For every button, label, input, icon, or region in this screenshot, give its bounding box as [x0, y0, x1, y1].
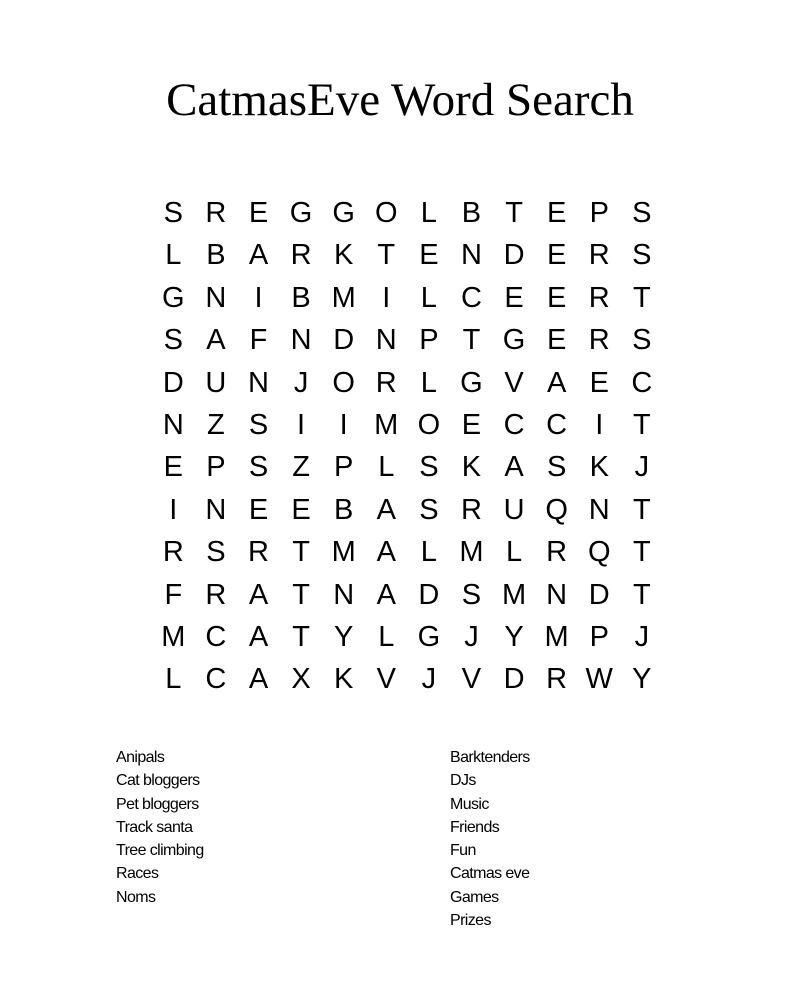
grid-letter: A [376, 536, 396, 569]
grid-letter: D [503, 239, 525, 272]
grid-letter: T [377, 239, 396, 272]
grid-letter: U [503, 493, 525, 526]
page-title: CatmasEve Word Search [166, 74, 634, 126]
letter-grid [152, 192, 663, 701]
grid-letter: M [161, 620, 186, 653]
grid-letter: C [205, 663, 227, 696]
grid-letter: L [165, 239, 182, 272]
word-list-item: Track santa [116, 818, 193, 836]
grid-letter: R [162, 536, 184, 569]
grid-letter: A [248, 578, 269, 611]
grid-letter: N [205, 493, 227, 526]
grid-letter: I [169, 493, 178, 526]
grid-letter: E [589, 366, 609, 399]
grid-letter: M [331, 536, 356, 569]
grid-letter: L [420, 536, 437, 569]
grid-letter: N [290, 324, 312, 357]
grid-letter: M [374, 408, 399, 441]
grid-letter: D [588, 578, 610, 611]
grid-letter: T [462, 324, 481, 357]
grid-letter: O [417, 408, 441, 441]
grid-letter: A [376, 578, 396, 611]
grid-letter: L [378, 620, 395, 653]
grid-letter: A [248, 663, 269, 696]
grid-letter: Z [292, 451, 310, 484]
grid-letter: G [460, 366, 483, 399]
grid-letter: Y [632, 663, 652, 696]
grid-letter: W [585, 663, 613, 696]
grid-letter: S [206, 536, 226, 569]
grid-letter: T [632, 493, 651, 526]
grid-letter: E [546, 324, 567, 357]
grid-letter: E [291, 493, 311, 526]
grid-letter: E [504, 281, 524, 314]
grid-letter: J [421, 663, 437, 696]
grid-letter: T [632, 408, 651, 441]
grid-letter: S [419, 451, 439, 484]
grid-letter: A [248, 620, 269, 653]
grid-letter: U [205, 366, 227, 399]
grid-letter: R [290, 239, 312, 272]
grid-letter: R [588, 281, 610, 314]
grid-letter: K [461, 451, 482, 484]
word-list-item: Music [450, 795, 489, 813]
grid-letter: R [375, 366, 397, 399]
grid-letter: K [589, 451, 609, 484]
grid-letter: S [419, 493, 439, 526]
grid-letter: S [163, 324, 183, 357]
grid-letter: R [460, 493, 482, 526]
grid-letter: L [505, 536, 523, 569]
grid-letter: N [375, 324, 397, 357]
grid-letter: N [546, 578, 568, 611]
word-list-item: Catmas eve [450, 865, 530, 883]
grid-letter: G [332, 197, 355, 229]
grid-letter: R [546, 663, 568, 696]
grid-letter: L [378, 451, 395, 484]
grid-letter: D [333, 324, 355, 357]
grid-letter: B [206, 239, 226, 272]
grid-letter: E [546, 281, 567, 314]
grid-letter: B [461, 197, 482, 229]
grid-letter: I [254, 281, 263, 314]
grid-letter: A [376, 493, 396, 526]
word-list-right [450, 746, 530, 932]
grid-letter: Q [545, 493, 568, 526]
grid-letter: P [206, 451, 226, 484]
grid-letter: I [382, 281, 391, 314]
word-list-item: Races [116, 865, 159, 883]
word-list-item: Pet bloggers [116, 795, 199, 813]
grid-letter: J [293, 366, 309, 399]
word-list-item: Fun [450, 842, 476, 860]
grid-letter: S [461, 578, 482, 611]
grid-letter: R [546, 536, 568, 569]
grid-letter: V [461, 663, 482, 696]
grid-letter: J [634, 620, 650, 653]
grid-letter: A [206, 324, 226, 357]
grid-letter: X [291, 663, 311, 696]
word-list-item: DJs [450, 772, 476, 790]
grid-letter: V [504, 366, 524, 399]
grid-letter: Y [334, 620, 354, 653]
grid-letter: T [632, 578, 651, 611]
grid-letter: B [334, 493, 354, 526]
grid-letter: C [460, 281, 482, 314]
word-list-item: Prizes [450, 912, 491, 930]
grid-letter: G [417, 620, 441, 653]
word-list-item: Noms [116, 888, 156, 906]
grid-letter: Z [207, 408, 225, 441]
grid-letter: T [292, 620, 310, 653]
grid-letter: A [248, 239, 269, 272]
grid-letter: M [459, 536, 484, 569]
word-list-item: Barktenders [450, 749, 530, 766]
grid-letter: R [205, 578, 227, 611]
grid-letter: K [334, 663, 354, 696]
grid-letter: C [503, 408, 525, 441]
grid-letter: M [501, 578, 527, 611]
grid-letter: B [291, 281, 311, 314]
grid-letter: R [205, 197, 227, 229]
grid-letter: V [376, 663, 396, 696]
grid-letter: N [248, 366, 269, 399]
grid-letter: M [544, 620, 569, 653]
grid-letter: A [504, 451, 524, 484]
grid-letter: P [589, 620, 609, 653]
grid-letter: T [505, 197, 523, 229]
grid-letter: S [632, 239, 652, 272]
grid-letter: E [248, 197, 269, 229]
grid-letter: O [374, 197, 398, 229]
grid-letter: D [503, 663, 525, 696]
grid-letter: T [292, 536, 310, 569]
grid-letter: S [248, 451, 269, 484]
word-list-item: Anipals [116, 749, 165, 766]
grid-letter: P [334, 451, 354, 484]
grid-letter: I [339, 408, 348, 441]
grid-letter: S [546, 451, 567, 484]
grid-letter: L [420, 281, 437, 314]
grid-letter: G [289, 197, 313, 229]
grid-letter: E [248, 493, 269, 526]
grid-letter: P [589, 197, 609, 229]
grid-letter: Q [587, 536, 611, 569]
grid-letter: T [292, 578, 310, 611]
grid-letter: L [420, 197, 437, 229]
grid-letter: Y [504, 620, 524, 653]
grid-letter: O [332, 366, 355, 399]
word-list-item: Tree climbing [116, 842, 204, 860]
grid-letter: J [464, 620, 479, 653]
word-list-left [116, 746, 204, 909]
grid-letter: E [546, 239, 567, 272]
grid-letter: C [546, 408, 568, 441]
grid-letter: R [588, 324, 610, 357]
grid-letter: S [632, 324, 652, 357]
grid-letter: A [546, 366, 567, 399]
grid-letter: N [162, 408, 184, 441]
grid-letter: C [205, 620, 227, 653]
grid-letter: T [632, 281, 651, 314]
grid-letter: P [419, 324, 439, 357]
word-list-item: Cat bloggers [116, 772, 200, 790]
grid-letter: N [205, 281, 227, 314]
grid-letter: N [333, 578, 355, 611]
grid-letter: L [165, 663, 182, 696]
grid-letter: N [588, 493, 610, 526]
word-list-item: Games [450, 888, 499, 906]
grid-letter: C [631, 366, 653, 399]
grid-letter: G [162, 281, 185, 314]
grid-letter: F [164, 578, 183, 611]
grid-letter: S [632, 197, 652, 229]
grid-letter: R [588, 239, 610, 272]
grid-letter: S [163, 197, 183, 229]
word-list-item: Friends [450, 818, 500, 836]
grid-letter: L [420, 366, 437, 399]
grid-letter: G [502, 324, 526, 357]
grid-letter: K [334, 239, 354, 272]
grid-letter: D [418, 578, 440, 611]
grid-letter: N [460, 239, 482, 272]
grid-letter: I [595, 408, 604, 441]
grid-letter: J [634, 451, 650, 484]
grid-letter: D [162, 366, 184, 399]
grid-letter: S [248, 408, 269, 441]
grid-letter: F [249, 324, 268, 357]
grid-letter: M [331, 281, 356, 314]
grid-letter: E [163, 451, 183, 484]
grid-letter: E [419, 239, 439, 272]
grid-letter: E [461, 408, 482, 441]
grid-letter: I [297, 408, 306, 441]
grid-letter: R [248, 536, 269, 569]
grid-letter: T [632, 536, 651, 569]
grid-letter: E [546, 197, 567, 229]
